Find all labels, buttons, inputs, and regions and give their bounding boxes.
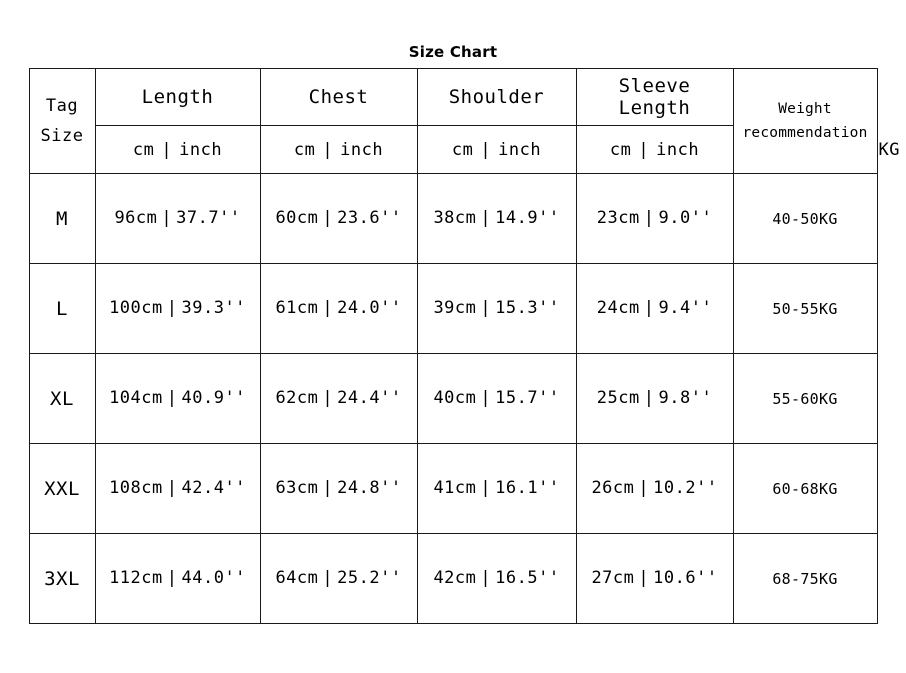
header-length-units [95, 126, 260, 174]
value-separator: | [480, 568, 492, 588]
header-sleeve-length: Sleeve Length [576, 69, 733, 126]
unit-separator: | [638, 139, 650, 160]
value-separator: | [166, 388, 178, 408]
header-tag-size-line2: Size [40, 126, 84, 146]
value-separator: | [166, 298, 178, 318]
value-cm: 42cm [433, 568, 477, 588]
row-length [95, 354, 260, 444]
value-separator: | [638, 568, 650, 588]
row-weight: 40-50KG [733, 174, 877, 264]
row-weight: 60-68KG [733, 444, 877, 534]
row-sleeve [576, 534, 733, 624]
table-row [29, 534, 877, 624]
unit-cm: cm [132, 139, 155, 160]
value-cm: 40cm [433, 388, 477, 408]
value-inch: 44.0'' [181, 568, 246, 588]
value-cm: 112cm [109, 568, 163, 588]
row-shoulder [417, 174, 576, 264]
row-shoulder [417, 264, 576, 354]
value-inch: 23.6'' [337, 208, 402, 228]
value-separator: | [166, 568, 178, 588]
header-sleeve-units [576, 126, 733, 174]
table-row [29, 444, 877, 534]
value-cm: 96cm [114, 208, 158, 228]
unit-cm: cm [451, 139, 474, 160]
value-separator: | [322, 478, 334, 498]
value-cm: 41cm [433, 478, 477, 498]
value-separator: | [322, 208, 334, 228]
header-weight-line2: recommendation [742, 125, 868, 141]
value-cm: 38cm [433, 208, 477, 228]
header-length: Length [95, 69, 260, 126]
value-separator: | [643, 208, 655, 228]
value-separator: | [161, 208, 173, 228]
value-cm: 64cm [275, 568, 319, 588]
value-separator: | [480, 478, 492, 498]
value-inch: 10.2'' [653, 478, 718, 498]
value-separator: | [166, 478, 178, 498]
row-size-label: 3XL [29, 534, 95, 624]
value-inch: 15.3'' [495, 298, 560, 318]
row-weight: 68-75KG [733, 534, 877, 624]
value-separator: | [480, 298, 492, 318]
row-size-label: M [29, 174, 95, 264]
value-separator: | [322, 388, 334, 408]
row-chest [260, 264, 417, 354]
value-inch: 16.1'' [495, 478, 560, 498]
row-chest [260, 444, 417, 534]
unit-inch: inch [179, 139, 223, 160]
header-shoulder: Shoulder [417, 69, 576, 126]
value-inch: 24.8'' [337, 478, 402, 498]
value-cm: 104cm [109, 388, 163, 408]
row-sleeve [576, 354, 733, 444]
row-sleeve [576, 444, 733, 534]
row-length [95, 174, 260, 264]
value-cm: 63cm [275, 478, 319, 498]
row-size-label: XXL [29, 444, 95, 534]
row-shoulder [417, 354, 576, 444]
value-inch: 9.4'' [658, 298, 713, 318]
value-separator: | [322, 298, 334, 318]
value-inch: 9.8'' [658, 388, 713, 408]
row-size-label: XL [29, 354, 95, 444]
value-inch: 25.2'' [337, 568, 402, 588]
row-weight: 50-55KG [733, 264, 877, 354]
table-row [29, 174, 877, 264]
row-chest [260, 354, 417, 444]
row-length [95, 444, 260, 534]
unit-inch: inch [498, 139, 542, 160]
row-shoulder [417, 444, 576, 534]
table-row [29, 354, 877, 444]
size-chart-table [29, 68, 900, 624]
value-cm: 108cm [109, 478, 163, 498]
value-inch: 42.4'' [181, 478, 246, 498]
row-weight: 55-60KG [733, 354, 877, 444]
unit-separator: | [480, 139, 492, 160]
value-inch: 10.6'' [653, 568, 718, 588]
value-inch: 24.4'' [337, 388, 402, 408]
value-cm: 25cm [596, 388, 640, 408]
header-weight-recommendation [733, 69, 877, 174]
value-inch: 40.9'' [181, 388, 246, 408]
header-shoulder-units [417, 126, 576, 174]
value-inch: 9.0'' [658, 208, 713, 228]
value-separator: | [643, 298, 655, 318]
row-sleeve [576, 264, 733, 354]
unit-inch: inch [340, 139, 384, 160]
value-cm: 26cm [591, 478, 635, 498]
unit-separator: | [161, 139, 173, 160]
header-chest: Chest [260, 69, 417, 126]
value-cm: 62cm [275, 388, 319, 408]
value-cm: 39cm [433, 298, 477, 318]
row-size-label: L [29, 264, 95, 354]
table-header-row-main [29, 69, 877, 126]
row-length [95, 534, 260, 624]
unit-inch: inch [656, 139, 700, 160]
value-inch: 24.0'' [337, 298, 402, 318]
row-sleeve [576, 174, 733, 264]
value-separator: | [480, 208, 492, 228]
value-cm: 23cm [596, 208, 640, 228]
value-separator: | [638, 478, 650, 498]
header-weight-line1: Weight [778, 101, 832, 117]
value-inch: 14.9'' [495, 208, 560, 228]
row-chest [260, 534, 417, 624]
table-header-row-units: cm | inch cm | inch cm | inch cm | inch KG [29, 126, 877, 174]
value-cm: 24cm [596, 298, 640, 318]
unit-separator: | [322, 139, 334, 160]
value-cm: 100cm [109, 298, 163, 318]
value-cm: 61cm [275, 298, 319, 318]
value-separator: | [322, 568, 334, 588]
value-inch: 39.3'' [181, 298, 246, 318]
value-inch: 15.7'' [495, 388, 560, 408]
unit-cm: cm [609, 139, 632, 160]
row-shoulder [417, 534, 576, 624]
row-chest [260, 174, 417, 264]
row-length [95, 264, 260, 354]
value-cm: 27cm [591, 568, 635, 588]
value-separator: | [480, 388, 492, 408]
header-chest-units [260, 126, 417, 174]
page-title: Size Chart [408, 43, 498, 61]
header-tag-size [29, 69, 95, 174]
unit-cm: cm [293, 139, 316, 160]
value-inch: 16.5'' [495, 568, 560, 588]
value-separator: | [643, 388, 655, 408]
value-inch: 37.7'' [176, 208, 241, 228]
value-cm: 60cm [275, 208, 319, 228]
table-row [29, 264, 877, 354]
header-tag-size-line1: Tag [45, 96, 79, 116]
